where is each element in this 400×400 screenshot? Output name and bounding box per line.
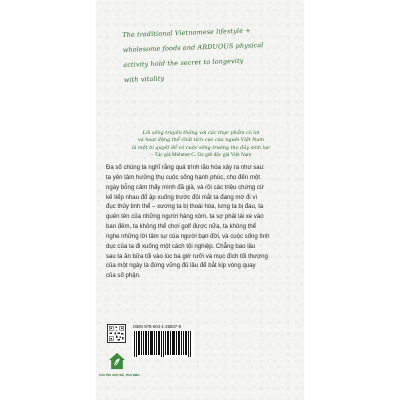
blurb-line: dục của ta đi xuống một cách tội nghiệp. Chẳng bao lâu <box>106 243 256 250</box>
quote-line: Lối sống truyền thống với các thực phẩm có lợi <box>142 130 260 136</box>
blurb-line: ban đêm, ta không thể chơi golf được nữa, ta không thể <box>106 224 257 231</box>
publisher-name: CÂU TÍM, GIÁT MÃ, TÍCH BIỂN <box>99 373 140 377</box>
handwritten-line: with vitality <box>123 74 165 84</box>
blurb-paragraph <box>106 164 298 282</box>
barcode-icon <box>132 330 194 358</box>
quote-line: và hoạt động thể chất tích cực của người Việt Nam <box>137 137 265 144</box>
quote-line: là một bí quyết để có cuộc sống trường thọ đầy sinh lực <box>131 144 271 151</box>
blurb-line: kế tiếp nhau đổ ập xuống trước đôi mắt ta đang mờ đi vì <box>106 194 258 201</box>
author-quote <box>109 130 293 159</box>
blurb-line: ngày bỗng cảm thấy mình đã già, và rồi các triệu chứng cứ <box>106 184 265 191</box>
qr-code-icon <box>107 324 126 343</box>
blurb-line: đục thủy tinh thể – xương ta bị thoái hóa, lưng ta bị đau, ta <box>106 204 264 211</box>
blurb-line: Đa số chúng ta nghĩ rằng quá trình lão hóa xảy ra như sau: <box>106 165 265 171</box>
blurb-line: quên tên của những người hàng xóm, ta sợ phải lái xe vào <box>106 214 264 221</box>
handwritten-line: activity hold the secret to longevity <box>123 56 244 69</box>
publisher-logo-icon <box>108 352 126 370</box>
handwritten-note <box>122 22 294 88</box>
blurb-line: ta yên tâm hưởng thụ cuộc sống hạnh phúc, cho đến một <box>106 174 260 181</box>
blurb-line: của một ngày là đứng vững đủ lâu để bắt kịp vòng quay <box>106 263 256 270</box>
isbn-label: ISBN 978-604-1-25837-9 <box>133 324 182 329</box>
handwritten-line: wholesome foods and ARDUOUS physical <box>122 41 264 54</box>
handwritten-line: The traditional Vietnamese lifestyle + <box>122 26 251 39</box>
quote-attribution: – Tác giả Mehmet C. Oz gửi độc giả Việt Nam <box>150 151 252 158</box>
blurb-line: sau ta ăn bữa tối vào lúc ba giờ rưỡi và mục đích tối thượng <box>106 253 268 260</box>
blurb-line: nghe những lời tâm sự của người bạn đời, và cuộc sống tình <box>106 233 270 240</box>
book-back-cover <box>97 0 303 400</box>
blurb-line: của số phận. <box>106 273 141 280</box>
